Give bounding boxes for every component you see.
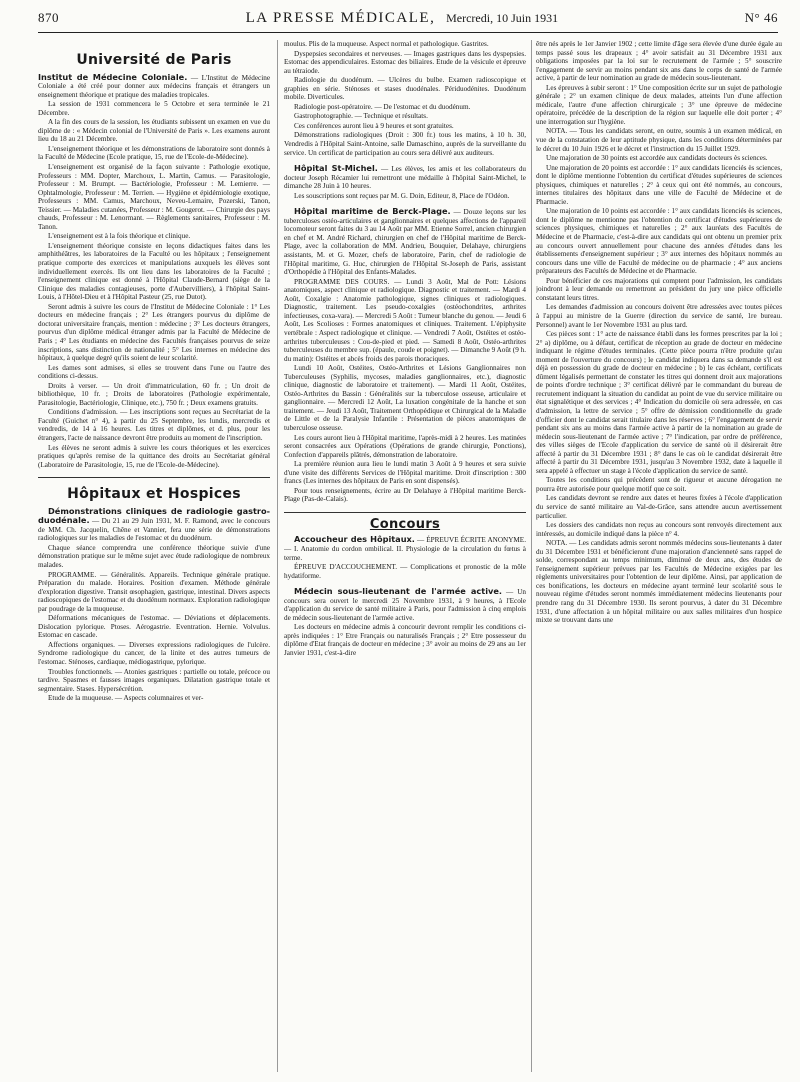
column-divider bbox=[277, 40, 278, 1072]
journal-title-line bbox=[246, 10, 559, 27]
article-paragraph: La session de 1931 commencera le 5 Octobre et sera terminée le 21 Décembre. bbox=[38, 100, 270, 117]
article-paragraph: Gastrophotographie. — Technique et résultats. bbox=[294, 112, 428, 121]
article-title-medecin: Médecin sous-lieutenant de l'armée active. bbox=[294, 586, 503, 597]
article-paragraph: L'enseignement est organisé de la façon suivante : Pathologie exotique, Professeurs : MM. Dopter, Marchoux, L. Martin, Camus. — Parasitologie, Professeur : M. Brumpt. — Bactériologie, Professeur : M. Lemierre. — Ophtalmologie, Professeur : M. Terrien. — Hygiène et épidémiologie exotique, Professeurs : MM. Camus, Marchoux, Neveu-Lemaire, Pozerski, Tanon, Teissier. — Maladies cutanées, Professeur : M. Gougerot. — Chirurgie des pays chauds, Professeur : M. Lenormant. — Règlements sanitaires, Professeur : M. Tanon. bbox=[38, 163, 270, 231]
section-title-concours: Concours bbox=[369, 516, 441, 532]
article-stmichel-lead bbox=[284, 164, 526, 191]
article-demo-lead bbox=[38, 507, 270, 543]
article-paragraph: Les épreuves à subir seront : 1° Une composition écrite sur un sujet de pathologie générale ; 2° un examen clinique de deux malades, atteints l'un d'une affection médicale, l'autre d'une affection chirurgicale ; 3° une épreuve de médecine opératoire, précédée de la description de la région sur laquelle elle doit porter ; 4° une interrogation sur l'hygiène. bbox=[536, 83, 782, 126]
article-paragraph: L'enseignement théorique consiste en leçons didactiques faites dans les amphithéâtres, les laboratoires de la Faculté ou les hôpitaux ; l'enseignement pratique comporte des exercices et manipulations auxquels les élèves sont individuellement exercés. Ils ont lieu dans les laboratoires de la Faculté ; l'enseignement clinique est donné à l'Hôpital Claude-Bernard (siège de la Clinique des maladies contagieuses, porte d'Aubervilliers), à l'hôpital Saint-Louis, à l'Hôtel-Dieu et à l'Hôpital Pasteur (25, rue Dutot). bbox=[38, 241, 270, 302]
page-number: 870 bbox=[38, 10, 59, 25]
article-paragraph: Dyspepsies secondaires et nerveuses. — Images gastriques dans les dyspepsies. Estomac des appendiculaires. Estomac des biliaires. Etude de la vésicule et épreuve au tétraiode. bbox=[284, 49, 526, 75]
article-paragraph: Les élèves ne seront admis à suivre les cours théoriques et les exercices pratiques qu'après remise de la quittance des droits au Secrétariat général (Laboratoire de Parasitologie, 15, rue de l'Ecole-de-Médecine). bbox=[38, 443, 270, 469]
article-paragraph: Les candidats devront se rendre aux dates et heures fixées à l'école d'application du service de santé militaire au Val-de-Grâce, sans attendre aucun avertissement particulier. bbox=[536, 494, 782, 520]
article-paragraph: Radiologie post-opératoire. — De l'estomac et du duodénum. bbox=[294, 102, 471, 111]
article-paragraph: La première réunion aura lieu le lundi matin 3 Août à 9 heures et sera suivie d'une visite des différents Services de l'Hôpital maritime. Droit d'inscription : 300 francs (Les internes des hôpitaux de Paris en sont dispensés). bbox=[284, 460, 526, 486]
article-paragraph: — Douze leçons sur les tuberculoses ostéo-articulaires et ganglionnaires et quelques affections de l'appareil locomoteur seront faites du 3 au 14 Août par MM. Etienne Sorrel, ancien chirurgien en chef et M. André Richard, chirurgien en chef de l'Hôpital maritime de Berck-Plage, avec la collaboration de MM. Andrieu, Bouquier, Delahaye, chirurgiens assistants, M. et G. Mozer, chefs de laboratoire, Parin, chef de radiologie de l'Hôpital maritime, G. Huc, chirurgien de l'Hôpital St-Joseph de Paris, assistant d'Orthopédie à l'Hôpital des Enfants-Malades. bbox=[284, 208, 526, 277]
article-paragraph: Une majoration de 30 points est accordée aux candidats docteurs ès sciences. bbox=[546, 154, 768, 163]
article-paragraph: Radiologie du duodénum. — Ulcères du bulbe. Examen radioscopique et graphies en série. Sténoses et stases duodénales. Périduodénites. Duodénum mobile. Diverticules. bbox=[284, 76, 526, 102]
article-paragraph: — Du 21 au 29 Juin 1931, M. F. Ramond, avec le concours de MM. Ch. Jacquelin, Chêne et Vannier, fera une série de démonstrations radiologiques sur les maladies de l'estomac et du duodénum. bbox=[38, 517, 270, 543]
article-paragraph: Les dames sont admises, si elles se trouvent dans l'une ou l'autre des conditions ci-dessus. bbox=[38, 363, 270, 381]
article-medecin-lead bbox=[284, 587, 526, 622]
article-paragraph: Conditions d'admission. — Les inscriptions sont reçues au Secrétariat de la Faculté (Guichet n° 4), à partir du 25 Septembre, les lundis, mercredis et vendredis, de 14 à 16 heures. Les titres et diplômes, et d. plus, pour les étrangers, l'acte de naissance devront être produits au moment de l'inscription. bbox=[38, 408, 270, 442]
article-paragraph: Ces conférences auront lieu à 9 heures et sont gratuites. bbox=[294, 121, 454, 130]
column-divider bbox=[531, 40, 532, 1072]
article-paragraph: Les souscriptions sont reçues par M. G. Doin, Editeur, 8, Place de l'Odéon. bbox=[294, 191, 510, 200]
article-paragraph: — Les élèves, les amis et les collaborateurs du docteur Joseph Récamier lui remettront une médaille à l'hôpital Saint-Michel, le dimanche 28 Juin à 10 heures. bbox=[284, 165, 526, 191]
article-paragraph: Une majoration de 10 points est accordée : 1° aux candidats licenciés ès sciences, dont le diplôme ne mentionne pas l'obtention du certificat d'études supérieures de sciences physiques, chimiques et naturelles ; 2° aux lauréats des Facultés de Médecine et de Pharmacie, c'est-à-dire aux candidats qui ont obtenu un premier prix au concours ouvert annuellement pour chacune des années d'études dans les établissements d'enseignement supérieur ; 3° aux internes des hôpitaux nommés au concours dans une ville de Faculté de médecine ou de pharmacie ; 4° aux anciens préparateurs des Facultés de Médecine et de Pharmacie. bbox=[536, 207, 782, 276]
article-paragraph: Déformations mécaniques de l'estomac. — Déviations et déplacements. Dislocation pylorique. Ptoses. Aérogastrie. Eventration. Hernie. Volvulus. Estomac en cascade. bbox=[38, 614, 270, 640]
article-paragraph: L'enseignement théorique et les démonstrations de laboratoire sont donnés à la Faculté de Médecine (Ecole pratique, 15, rue de l'Ecole-de-Médecine). bbox=[38, 144, 270, 162]
article-paragraph: Une majoration de 20 points est accordée : 1° aux candidats licenciés ès sciences, dont le diplôme mentionne l'obtention du certificat d'études supérieures de sciences physiques, chimiques et naturelles ; 2° à ceux qui ont été nommés, au concours, internes titulaires des hôpitaux dans une ville de Faculté de Médecine et de Pharmacie. bbox=[536, 163, 782, 206]
article-paragraph: moulus. Plis de la muqueuse. Aspect normal et pathologique. Gastrites. bbox=[284, 40, 489, 48]
article-paragraph: être nés après le 1er Janvier 1902 ; cette limite d'âge sera élevée d'une durée égale au temps passé sous les drapeaux ; 4° avoir satisfait au 31 Décembre 1931 aux obligations imposées par la loi sur le recrutement de l'armée ; 5° souscrire l'engagement de servir au moins pendant six ans dans le corps de santé de l'armée active, à partir de leur nomination au grade de médecin sous-lieutenant. bbox=[536, 40, 782, 83]
article-title-institut: Institut de Médecine Coloniale. bbox=[38, 71, 188, 82]
article-paragraph: Affections organiques. — Diverses expressions radiologiques de l'ulcère. Syndrome radiologique du cancer, de la linite et des autres tumeurs de l'estomac. Sténoses, cardiaque, médiogastrique, pylorique. bbox=[38, 640, 270, 666]
article-paragraph: PROGRAMME. — Généralités. Appareils. Technique générale pratique. Préparation du malade. Horaires. Position d'examen. Méthode générale d'exploration digestive. Transit œsophagien, gastrique, intestinal. Divers aspects radioscopiques de l'estomac et du duodénum normaux. Exploration radiologique par poudrage de la muqueuse. bbox=[38, 570, 270, 613]
section-rule bbox=[38, 477, 270, 478]
article-paragraph: — L'Institut de Médecine Coloniale a été créé pour donner aux médecins français et étrangers un enseignement théorique et pratique des maladies tropicales. bbox=[38, 73, 270, 99]
article-paragraph: Pour tous renseignements, écrire au Dr Delahaye à l'Hôpital maritime Berck-Plage (Pas-de-Calais). bbox=[284, 486, 526, 504]
section-title-universite: Université de Paris bbox=[76, 52, 232, 68]
column-2 bbox=[284, 40, 526, 1078]
section-rule bbox=[284, 512, 526, 513]
article-paragraph: PROGRAMME DES COURS. — Lundi 3 Août, Mal de Pott: Lésions anatomiques, aspect clinique et radiologique. Diagnostic et traitement. — Mardi 4 Août, Coxalgie : Anatomie pathologique, signes cliniques et radiologiques. Diagnostic, traitement. Les pseudo-coxalgies (ostéochondrites, arthrites infectieuses, coxa-vara). — Mercredi 5 Août : Tumeur blanche du genou. — Jeudi 6 Août, Les Scolioses : Formes anatomiques et cliniques. Traitement. L'épiphysite vertébrale : Aspect radiologique et clinique. — Vendredi 7 Août, Ostéites et ostéo-arthrites tuberculeuses : Cou-de-pied et pied. — Samedi 8 Août, Ostéo-arthrites tuberculeuses du membre sup. (épaule, coude et poignet). — Dimanche 9 Août (9 h. du matin): Ostéites et abcès froids des parois thoraciques. bbox=[284, 277, 526, 363]
article-paragraph: Chaque séance comprendra une conférence théorique suivie d'une démonstration pratique sur le même sujet avec étude radiologique de nombreux malades. bbox=[38, 543, 270, 569]
article-paragraph: Etude de la muqueuse. — Aspects columnaires et ver- bbox=[48, 694, 204, 703]
article-paragraph: ÉPREUVE D'ACCOUCHEMENT. — Complications et pronostic de la môle hydatiforme. bbox=[284, 563, 526, 580]
article-paragraph: Démonstrations radiologiques (Droit : 300 fr.) tous les matins, à 10 h. 30, Vendredis à l'Hôpital Saint-Antoine, salle Damaschino, auprès de la surveillante du service. Un certificat de participation au cours sera délivré aux auditeurs. bbox=[284, 131, 526, 157]
article-title-berck: Hôpital maritime de Berck-Plage. bbox=[294, 206, 451, 217]
article-paragraph: NOTA. — Les candidats admis seront nommés médecins sous-lieutenants à dater du 31 Décembre 1931 et bénéficieront d'une majoration d'ancienneté sans rappel de solde, correspondant au temps minimum, diminué de deux ans, des études de l'enseignement supérieur prévues par les Facultés de Médecine exigées par les règlements universitaires pour l'obtention de leur diplôme. Ainsi, par application de ces bonifications, les docteurs en médecine ayant terminé leur scolarité sous le nouveau régime d'études seront nommés immédiatement médecins lieutenants pour prendre rang du 31 Décembre 1930. Ils seront pourvus, à dater du 31 Décembre 1931, d'une affectation à un hôpital militaire ou aux salles militaires d'un hospice mixte se trouvant dans une bbox=[536, 539, 782, 625]
column-3 bbox=[536, 40, 782, 1078]
article-paragraph: Lundi 10 Août, Ostéites, Ostéo-Arthrites et Lésions Ganglionnaires non Tuberculeuses (Syphilis, mycoses, maladies ganglionnaires, etc.), diagnostic clinique, diagnostic de laboratoire et traitement). — Mardi 11 Août, Ostéites, Ostéo-Arthrites du Bassin : Généralités sur la tuberculose osseuse, articulaire et ganglionnaire. — Mercredi 12 Août, La luxation congénitale de la hanche et son traitement. — Jeudi 13 Août, Traitement Orthopédique et Chirurgical de la Maladie de Little et de la Paralysie Infantile : Présentation de pièces anatomiques de tuberculose osseuse. bbox=[284, 364, 526, 432]
article-paragraph: Les docteurs en médecine admis à concourir devront remplir les conditions ci-après indiquées : 1° Etre Français ou naturalisés Français ; 2° Etre possesseur du diplôme d'Etat français de docteur en médecine ; 3° avoir au moins de 29 ans au 1er Janvier 1931, c'est-à-dire bbox=[284, 623, 526, 657]
article-paragraph: Droits à verser. — Un droit d'immatriculation, 60 fr. ; Un droit de bibliothèque, 10 fr. ; Droits de laboratoires (Pathologie expérimentale, Parasitologie, Bactériologie, Clinique, etc.), 750 fr. ; Deux examens gratuits. bbox=[38, 381, 270, 407]
section-title-hopitaux: Hôpitaux et Hospices bbox=[67, 486, 241, 503]
article-paragraph: — Un concours sera ouvert le mercredi 25 Novembre 1931, à 9 heures, à l'Ecole d'application du service de santé militaire à Paris, pour l'admission à cinq emplois de médecin sous-lieutenant de l'armée active. bbox=[284, 588, 526, 622]
article-institut-lead bbox=[38, 73, 270, 100]
header-rule bbox=[38, 32, 778, 33]
column-1 bbox=[38, 40, 270, 1078]
article-paragraph: Les demandes d'admission au concours doivent être adressées avec toutes pièces à l'appui au ministre de la Guerre (direction du service de santé, 1re bureau. Personnel) avant le 1er Novembre 1931 au plus tard. bbox=[536, 303, 782, 329]
article-paragraph: A la fin des cours de la session, les étudiants subissent un examen en vue du diplôme de : « Médecin colonial de l'Université de Paris ». Les examens auront lieu du 18 au 21 Décembre. bbox=[38, 118, 270, 144]
issue-date: Mercredi, 10 Juin 1931 bbox=[446, 11, 559, 25]
article-paragraph: NOTA. — Tous les candidats seront, en outre, soumis à un examen médical, en vue de la constatation de leur aptitude physique, dans les conditions déterminées par le décret du 10 Juin 1926 et le décret et l'instruction du 15 Juillet 1929. bbox=[536, 127, 782, 153]
article-title-stmichel: Hôpital St-Michel. bbox=[294, 163, 378, 174]
article-paragraph: Ces pièces sont : 1° acte de naissance établi dans les formes prescrites par la loi ; 2° a) diplôme, ou à défaut, certificat de réception au grade de docteur en médecine indiquant le régime d'études terminales. (Cette pièce pourra n'être produite qu'au moment de l'ouverture du concours) ; le candidat indiquera dans sa demande s'il est déjà en possession du grade de docteur en médecine ; b) le cas échéant, certificats dûment légalisés permettant de constater les titres qui donnent droit aux majorations de points d'ordre technique ; 3° certificat délivré par le commandant du bureau de recrutement indiquant la situation du candidat au point de vue du service militaire ou état signalétique et des services ; 4° Indication du domicile où sera adressée, en cas d'admission, la lettre de service ; 5° offre de démission conditionnelle du grade d'officier dont le candidat serait titulaire dans les réserves ; 6° l'engagement de servir pendant six ans au moins dans l'armée active à partir de la nomination au grade de médecin sous-lieutenant de l'armée active ; 7° l'indication, par ordre de préférence, des villes sièges de l'Ecole d'application du service de santé où il désirerait être affecté à partir du 31 Décembre 1931 ; 8° dans le cas où le candidat désirerait être affecté à partir du 31 Décembre 1931, jusqu'au 3 Novembre 1932, date à laquelle il sera appelé à effectuer un stage à l'école d'application du service de santé. bbox=[536, 330, 782, 475]
article-paragraph: Seront admis à suivre les cours de l'Institut de Médecine Coloniale : 1° Les docteurs en médecine français ; 2° Les étrangers pourvus du diplôme de doctorat universitaire français, mention : médecine ; 3° Les docteurs étrangers, pourvus d'un diplôme médical étranger admis par la Faculté de Médecine de Paris ; 4° Les étudiants en médecine des Facultés françaises pourvus de seize inscriptions, sans distinction de nationalité ; 5° Les internes en médecine des hôpitaux, à quelque degré qu'ils soient de leur scolarité. bbox=[38, 302, 270, 363]
page-header bbox=[38, 10, 778, 32]
journal-title: LA PRESSE MÉDICALE, bbox=[245, 10, 436, 26]
article-title-accoucheur: Accoucheur des Hôpitaux. bbox=[294, 534, 415, 545]
article-paragraph: Pour bénéficier de ces majorations qui comptent pour l'admission, les candidats joindront à leur demande ou remettront au président du jury une pièce officielle constatant leurs titres. bbox=[536, 276, 782, 302]
article-paragraph: Les cours auront lieu à l'Hôpital maritime, l'après-midi à 2 heures. Les matinées seront consacrées aux Opérations (Opérations de grande chirurgie, Ponctions), Confection d'appareils plâtrés, démonstration de laboratoire. bbox=[284, 433, 526, 459]
article-paragraph: — ÉPREUVE ÉCRITE ANONYME. — I. Anatomie du cordon ombilical. II. Physiologie de la circulation du fœtus à terme. bbox=[284, 536, 526, 562]
article-paragraph: Les dossiers des candidats non reçus au concours sont renvoyés directement aux intéressés, au domicile indiqué dans la pièce n° 4. bbox=[536, 521, 782, 538]
article-title-demonstrations: Démonstrations cliniques de radiologie gastro-duodénale. bbox=[38, 505, 270, 526]
article-berck-lead bbox=[284, 207, 526, 276]
issue-number: N° 46 bbox=[744, 10, 778, 25]
article-paragraph: L'enseignement est à la fois théorique et clinique. bbox=[48, 232, 191, 241]
article-accoucheur-lead bbox=[284, 535, 526, 562]
article-paragraph: Toutes les conditions qui précèdent sont de rigueur et aucune dérogation ne pourra être autorisée pour quelque motif que ce soit. bbox=[536, 476, 782, 493]
article-paragraph: Troubles fonctionnels. — Atonies gastriques : partielle ou totale, précoce ou tardive. Spasmes et fausses images organiques. Dilatation gastrique totale et segmentaire. Stases. Hypersécrétion. bbox=[38, 667, 270, 693]
